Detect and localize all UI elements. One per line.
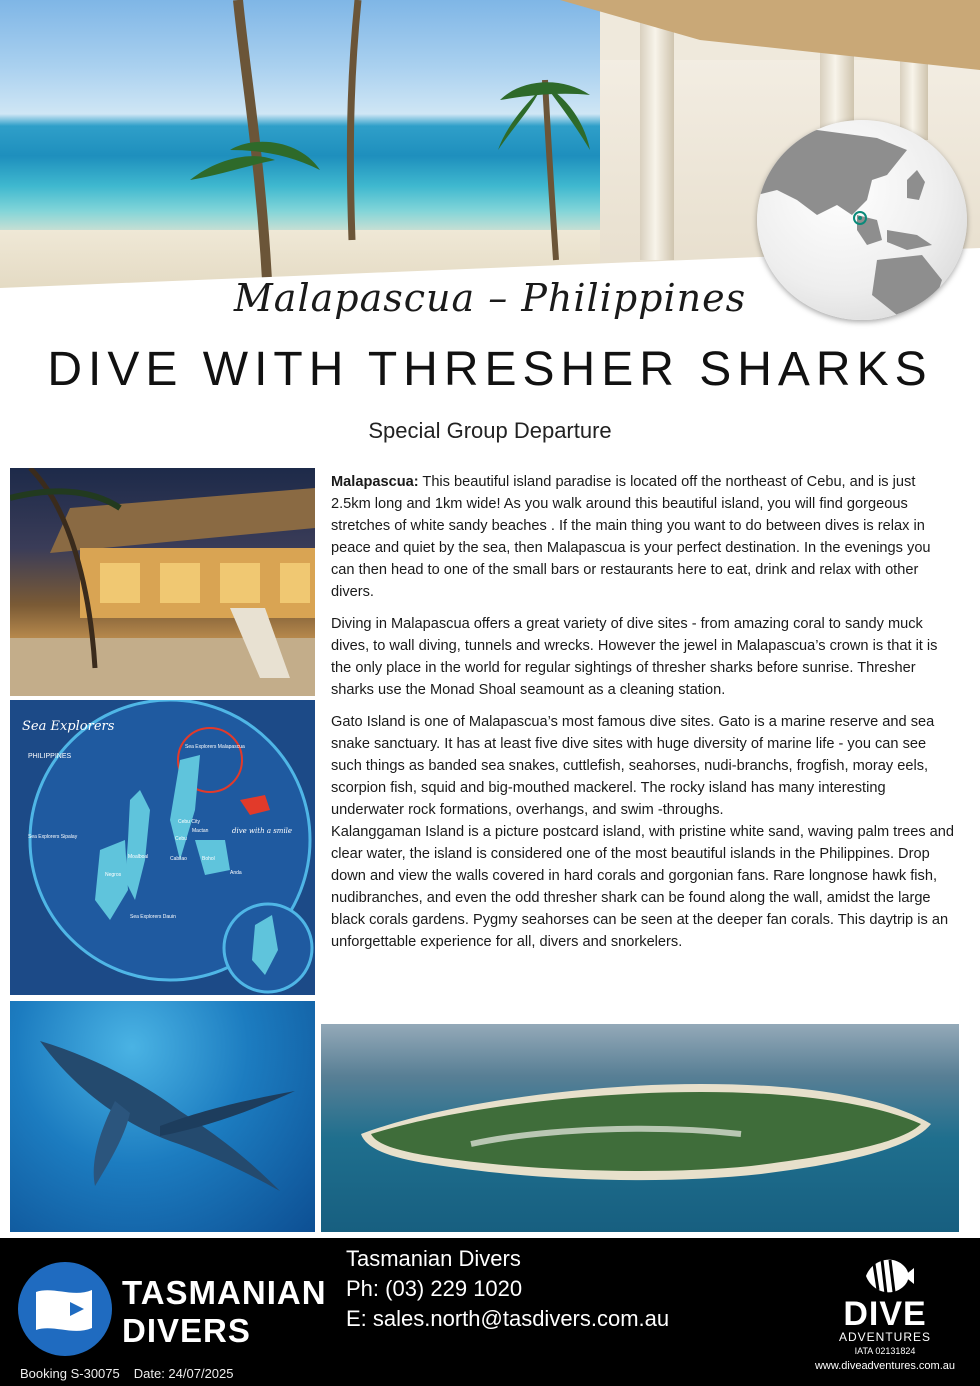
map-label-cebu: Cebu xyxy=(175,836,187,842)
iata-number: IATA 02131824 xyxy=(854,1346,916,1356)
intro-lead: Malapascua: xyxy=(331,474,419,490)
booking-info xyxy=(20,1366,248,1381)
footer xyxy=(0,1238,980,1386)
contact-block xyxy=(346,1244,669,1334)
booking-number: Booking S-30075 xyxy=(20,1366,120,1381)
contact-name: Tasmanian Divers xyxy=(346,1246,521,1271)
thresher-shark-photo xyxy=(10,1001,315,1232)
map-logo-text: Sea Explorers xyxy=(22,719,115,734)
partner-subname: ADVENTURES xyxy=(838,1330,931,1344)
angelfish-icon xyxy=(858,1250,914,1302)
intro-text: This beautiful island paradise is located off the northeast of Cebu, and is just 2.5km long and 1km wide! As you walk around this beautiful island, you will find gorgeous stretches of white sandy beaches . If the main thing you want to do between dives is relax in peace and quiet by the sea, then Malapascua is your perfect destination. In the evenings you can then head to one of the small bars or restaurants here to eat, drink and relax with other divers. xyxy=(331,474,931,600)
kalanggaman-paragraph: Kalanggaman Island is a picture postcard island, with pristine white sand, waving palm trees and clear water, the island is considered one of the most beautiful islands in the Philippines. Drop down and view the walls covered in hard corals and gorgonian fans. Rare longnose hawk fish, nudibranches, and even the odd thresher shark can be found along the wall, amidst the large black corals gardens. Pygmy seahorses can be seen at the deeper fan corals. This daytrip is an unforgettable experience for all, divers and snorkelers. xyxy=(331,824,955,950)
destination-title: Malapascua – Philippines xyxy=(233,276,747,320)
map-tagline: dive with a smile xyxy=(232,827,293,835)
intro-paragraph xyxy=(331,471,957,603)
dive-map xyxy=(10,700,315,995)
island-aerial-photo xyxy=(321,1024,959,1232)
diving-paragraph: Diving in Malapascua offers a great variety of dive sites - from amazing coral to sandy muck dives, to wall diving, tunnels and wrecks. However the jewel in Malapascua’s crown is that it is the only place in the world for regular sightings of thresher sharks before sunrise. Thresher sharks use the Monad Shoal seamount as a cleaning station. xyxy=(331,616,938,698)
tasmanian-divers-logo-icon xyxy=(18,1262,112,1356)
map-label-cabilao: Cabilao xyxy=(170,856,187,862)
contact-email[interactable]: E: sales.north@tasdivers.com.au xyxy=(346,1306,670,1331)
map-label-bohol: Bohol xyxy=(202,856,215,862)
resort-photo xyxy=(10,468,315,696)
page-subtitle: Special Group Departure xyxy=(368,418,612,443)
map-label-moalboal: Moalboal xyxy=(128,854,149,860)
brand-line-1: TASMANIAN xyxy=(122,1274,327,1311)
contact-phone[interactable]: Ph: (03) 229 1020 xyxy=(346,1276,523,1301)
partner-name: DIVE xyxy=(843,1295,927,1333)
map-label-malapascua: Sea Explorers Malapascua xyxy=(185,744,245,750)
map-label-mactan: Mactan xyxy=(192,828,209,834)
brand-line-2: DIVERS xyxy=(122,1312,251,1349)
brand-name xyxy=(122,1274,327,1350)
map-label-sipalay: Sea Explorers Sipalay xyxy=(28,834,78,840)
description-text xyxy=(331,471,957,963)
map-label-dauin: Sea Explorers Dauin xyxy=(130,914,176,920)
dive-adventures-logo xyxy=(800,1244,970,1374)
gato-island-paragraph: Gato Island is one of Malapascua’s most famous dive sites. Gato is a marine reserve and sea snake sanctuary. It has at least five dive sites with huge diversity of marine life - you can see such things as banded sea snakes, cuttlefish, seahorses, nudi-branchs, frogfish, moray eels, scorpion fish, squid and big-mouthed mackerel. The rocky island has many interesting underwater rock formations, overhangs, and swim -throughs. xyxy=(331,714,935,818)
map-label-anda: Anda xyxy=(230,870,242,876)
partner-website-link[interactable]: www.diveadventures.com.au xyxy=(814,1360,955,1372)
page-title: DIVE WITH THRESHER SHARKS xyxy=(47,343,933,396)
map-country-label: PHILIPPINES xyxy=(28,753,72,760)
map-label-negros: Negros xyxy=(105,872,122,878)
map-label-cebu-city: Cebu City xyxy=(178,819,200,825)
booking-date: Date: 24/07/2025 xyxy=(133,1366,234,1381)
